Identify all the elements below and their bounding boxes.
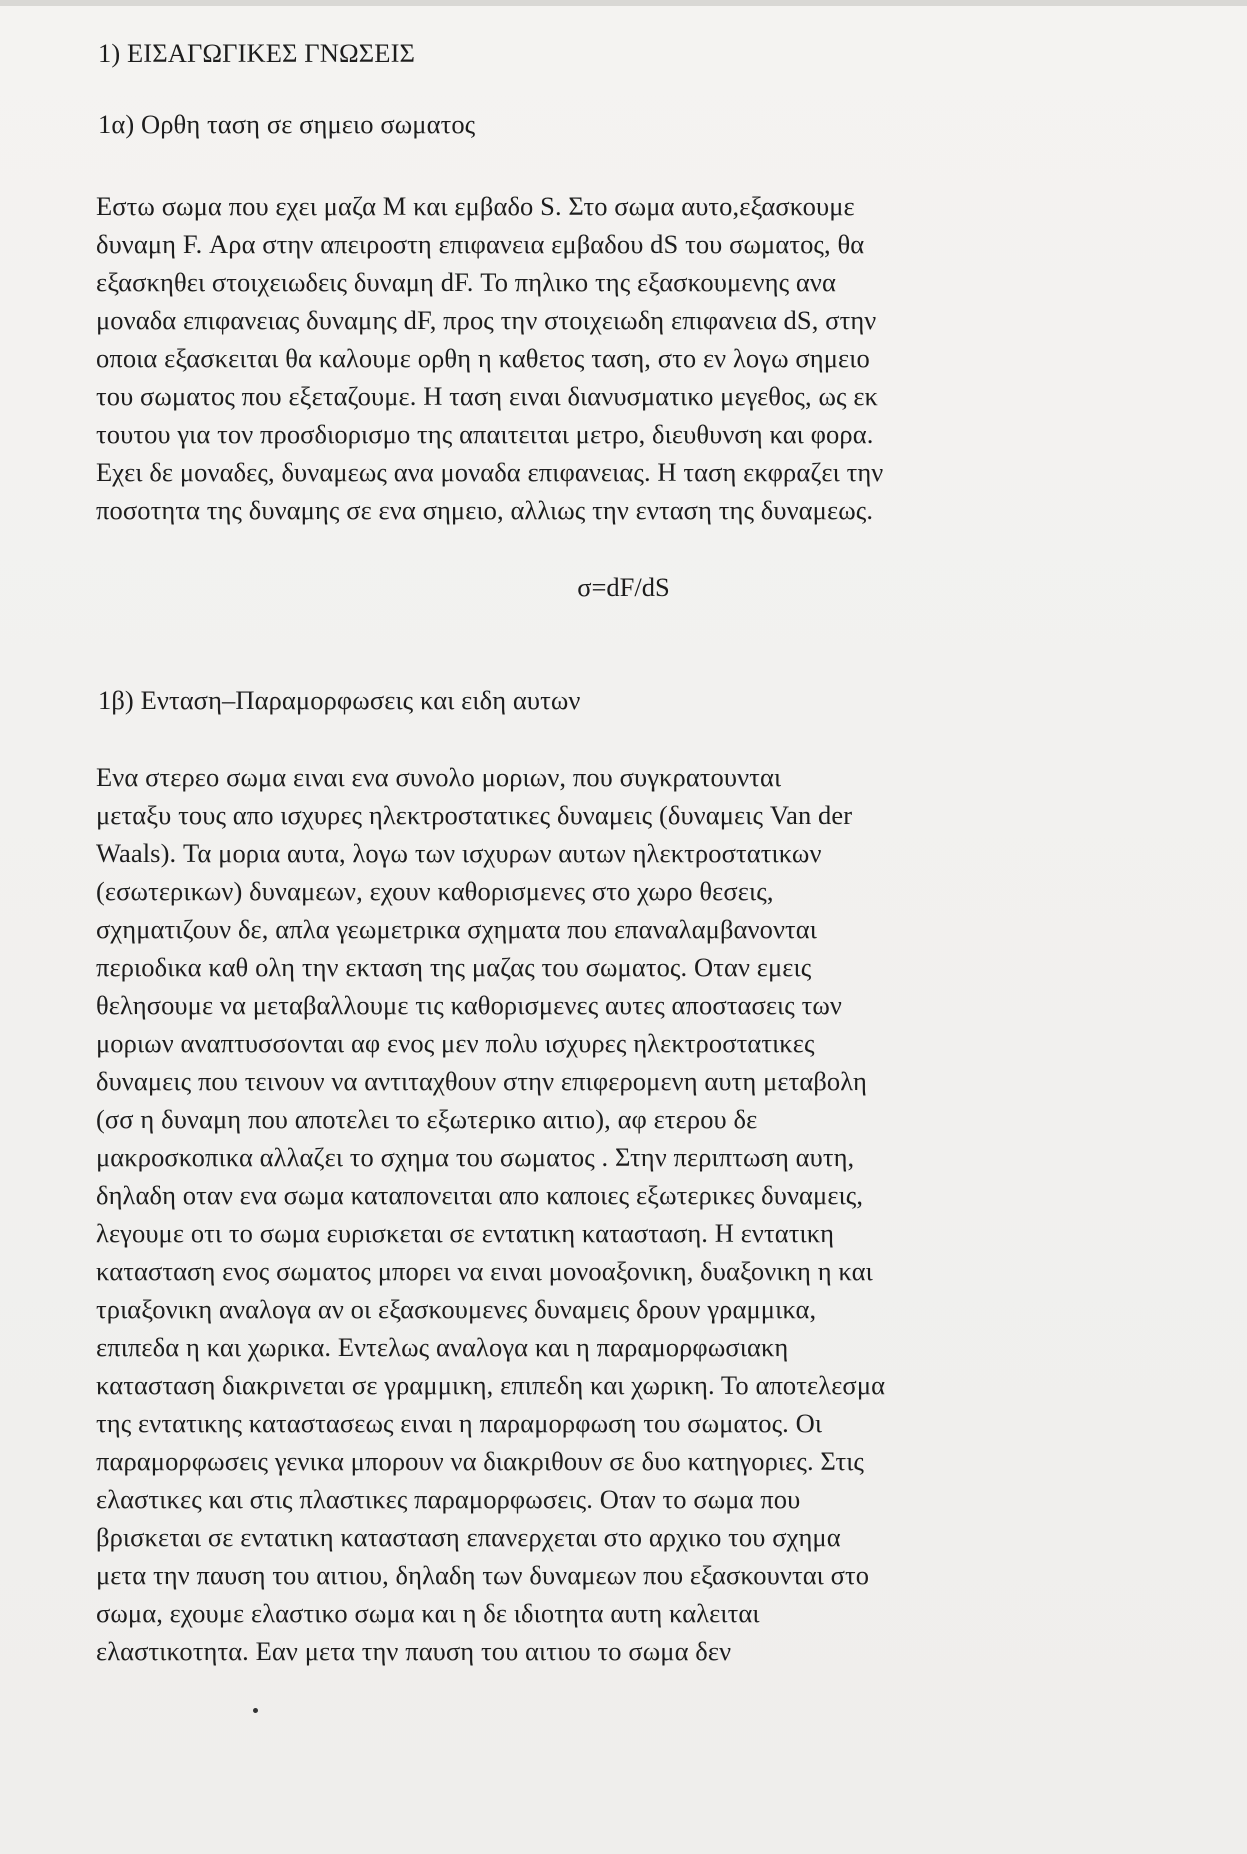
paragraph-line: ελαστικες και στις πλαστικες παραμορφωσεις. Οταν το σωμα που: [96, 1484, 801, 1514]
paragraph-line: δυναμεις που τεινουν να αντιταχθουν στην επιφερομενη αυτη μεταβολη: [96, 1066, 867, 1096]
paragraph-line: κατασταση ενος σωματος μπορει να ειναι μονοαξονικη, δυαξονικη η και: [96, 1256, 873, 1286]
paragraph-line: επιπεδα η και χωρικα. Εντελως αναλογα και η παραμορφωσιακη: [96, 1332, 789, 1362]
paragraph-line: δυναμη F. Αρα στην απειροστη επιφανεια εμβαδου dS του σωματος, θα: [96, 229, 865, 259]
paragraph-line: οποια εξασκειται θα καλουμε ορθη η καθετος ταση, στο εν λογω σημειο: [96, 343, 870, 373]
section-a-heading: 1α) Ορθη ταση σε σημειο σωματος: [98, 109, 476, 139]
paragraph-line: μεταξυ τους απο ισχυρες ηλεκτροστατικες δυναμεις (δυναμεις Van der: [96, 800, 853, 830]
main-heading: 1) ΕΙΣΑΓΩΓΙΚΕΣ ΓΝΩΣΕΙΣ: [98, 38, 416, 68]
paragraph-line: Εστω σωμα που εχει μαζα Μ και εμβαδο S. Στο σωμα αυτο,εξασκουμε: [96, 191, 855, 221]
paragraph-line: τριαξονικη αναλογα αν οι εξασκουμενες δυναμεις δρουν γραμμικα,: [96, 1294, 817, 1324]
paragraph-line: βρισκεται σε εντατικη κατασταση επανερχεται στο αρχικο του σχημα: [96, 1522, 841, 1552]
paragraph-line: σχηματιζουν δε, απλα γεωμετρικα σχηματα που επαναλαμβανονται: [96, 914, 817, 944]
paragraph-line: της εντατικης καταστασεως ειναι η παραμορφωση του σωματος. Οι: [96, 1408, 823, 1438]
paragraph-line: μοναδα επιφανειας δυναμης dF, προς την στοιχειωδη επιφανεια dS, στην: [96, 305, 877, 335]
paragraph-line: ελαστικοτητα. Εαν μετα την παυση του αιτιου το σωμα δεν: [96, 1636, 732, 1666]
paragraph-line: Ενα στερεο σωμα ειναι ενα συνολο μοριων, που συγκρατουνται: [96, 762, 782, 792]
paragraph-line: μακροσκοπικα αλλαζει το σχημα του σωματος . Στην περιπτωση αυτη,: [96, 1142, 855, 1172]
paragraph-line: Waals). Τα μορια αυτα, λογω των ισχυρων αυτων ηλεκτροστατικων: [96, 838, 822, 868]
paragraph-line: μοριων αναπτυσσονται αφ ενος μεν πολυ ισχυρες ηλεκτροστατικες: [96, 1028, 815, 1058]
paragraph-line: του σωματος που εξεταζουμε. Η ταση ειναι διανυσματικο μεγεθος, ως εκ: [96, 381, 879, 411]
paragraph-line: μετα την παυση του αιτιου, δηλαδη των δυναμεων που εξασκουνται στο: [96, 1560, 870, 1590]
paragraph-line: ποσοτητα της δυναμης σε ενα σημειο, αλλιως την ενταση της δυναμεως.: [96, 495, 874, 525]
paragraph-line: θελησουμε να μεταβαλλουμε τις καθορισμενες αυτες αποστασεις των: [96, 990, 842, 1020]
stress-formula: σ=dF/dS: [577, 572, 670, 602]
paragraph-line: (εσωτερικων) δυναμεων, εχουν καθορισμενες στο χωρο θεσεις,: [96, 876, 774, 906]
paragraph-line: περιοδικα καθ ολη την εκταση της μαζας του σωματος. Οταν εμεις: [96, 952, 812, 982]
paragraph-line: δηλαδη οταν ενα σωμα καταπονειται απο καποιες εξωτερικες δυναμεις,: [96, 1180, 864, 1210]
paragraph-line: (σσ η δυναμη που αποτελει το εξωτερικο αιτιο), αφ ετερου δε: [96, 1104, 758, 1134]
page-top-edge: [0, 0, 1247, 6]
section-b-heading: 1β) Ενταση–Παραμορφωσεις και ειδη αυτων: [98, 685, 581, 715]
stray-dot: [253, 1708, 258, 1713]
paragraph-line: λεγουμε οτι το σωμα ευρισκεται σε εντατικη κατασταση. Η εντατικη: [96, 1218, 835, 1248]
paragraph-line: κατασταση διακρινεται σε γραμμικη, επιπεδη και χωρικη. Το αποτελεσμα: [96, 1370, 886, 1400]
paragraph-line: σωμα, εχουμε ελαστικο σωμα και η δε ιδιοτητα αυτη καλειται: [96, 1598, 760, 1628]
paragraph-line: εξασκηθει στοιχειωδεις δυναμη dF. Το πηλικο της εξασκουμενης ανα: [96, 267, 836, 297]
paragraph-line: τουτου για τον προσδιορισμο της απαιτειται μετρο, διευθυνση και φορα.: [96, 419, 874, 449]
paragraph-line: Εχει δε μοναδες, δυναμεως ανα μοναδα επιφανειας. Η ταση εκφραζει την: [96, 457, 884, 487]
paragraph-line: παραμορφωσεις γενικα μπορουν να διακριθουν σε δυο κατηγοριες. Στις: [96, 1446, 865, 1476]
